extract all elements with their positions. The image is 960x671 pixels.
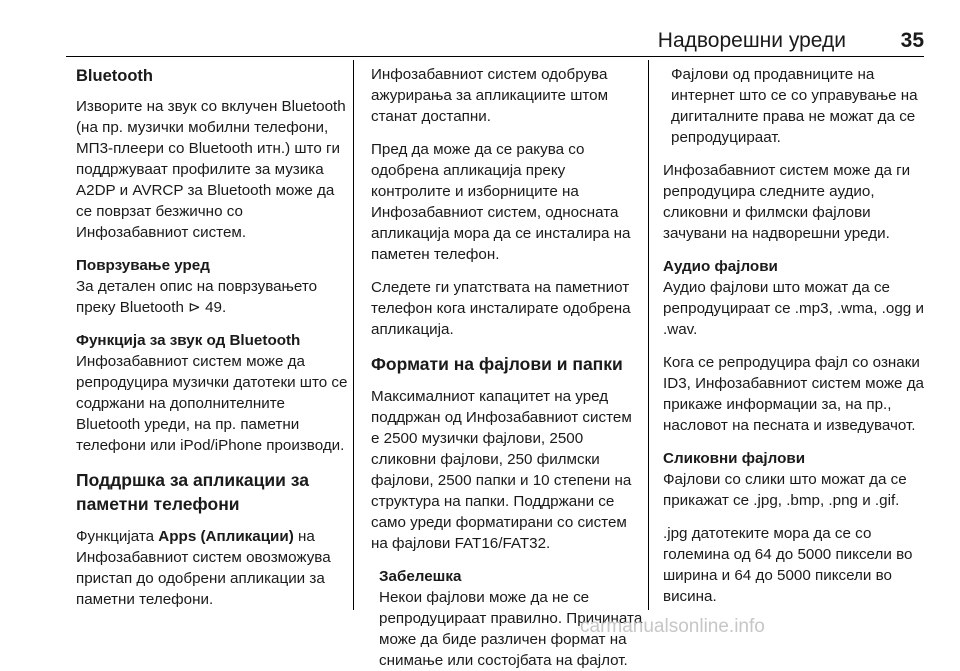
section-heading-apps: Поддршка за апликации за паметни телефони [76, 470, 309, 514]
subheading-audio-files: Аудио фајлови [663, 258, 778, 275]
note-continuation: Фајлови од продавниците на интернет што се со управување на дигиталните права не можат да се репродуцираат. [671, 66, 918, 146]
page-header [66, 28, 924, 58]
note-text: Некои фајлови може да не се репродуцираат правилно. Причината може да биде различен формат на снимање или состојбата на фајлот. [379, 589, 643, 669]
text: на Инфозабавниот систем овозможува пристап до одобрени апликации за паметни телефони. [76, 528, 331, 608]
paragraph: Следете ги упатствата на паметниот телефон кога инсталирате одобрена апликација. [371, 279, 631, 338]
subheading-connect-device: Поврзување уред [76, 257, 210, 274]
section-heading-formats: Формати на фајлови и папки [371, 354, 623, 374]
paragraph: Изворите на звук со вклучен Bluetooth (на пр. музички мобилни телефони, МП3-плеери со Bluetooth итн.) што ги поддржуваат профилите за музика A2DP и AVRCP за Bluetooth може да се поврзат безжично со Инфозабавниот систем. [76, 98, 346, 241]
watermark: carmanualsonline.info [580, 616, 765, 637]
column-divider-2 [648, 60, 649, 610]
column-1 [76, 64, 348, 622]
paragraph: Кога се репродуцира фајл со ознаки ID3, Инфозабавниот систем може да прикаже информации за, на пр., насловот на песната и изведувачот. [663, 354, 924, 434]
header-rule [66, 56, 924, 57]
paragraph: .jpg датотеките мора да се со големина од 64 до 5000 пиксели во ширина и 64 до 5000 пиксели во висина. [663, 525, 913, 605]
paragraph: За детален опис на поврзувањето преку Bluetooth ⊳ 49. [76, 278, 318, 316]
column-3 [663, 64, 927, 619]
paragraph: Пред да може да се ракува со одобрена апликација преку контролите и изборниците на Инфозабавниот систем, односната апликација мора да се инсталира на паметен телефон. [371, 141, 631, 263]
paragraph [76, 526, 348, 610]
paragraph: Инфозабавниот систем може да ги репродуцира следните аудио, сликовни и филмски фајлови зачувани на надворешни уреди. [663, 162, 911, 242]
paragraph: Инфозабавниот систем одобрува ажурирања за апликациите штом станат достапни. [371, 66, 609, 125]
paragraph: Аудио фајлови што можат да се репродуцираат се .mp3, .wma, .ogg и .wav. [663, 279, 924, 338]
apps-menu-label: Apps (Апликации) [158, 528, 294, 545]
page-number: 35 [900, 29, 924, 52]
column-divider-1 [353, 60, 354, 610]
subheading-image-files: Сликовни фајлови [663, 450, 806, 467]
text: Функцијата [76, 528, 159, 545]
header-title: Надворешни уреди [657, 29, 846, 52]
section-heading-bluetooth: Bluetooth [76, 67, 153, 85]
paragraph: Инфозабавниот систем може да репродуцира музички датотеки што се содржани на дополнителните Bluetooth уреди, на пр. паметни телефони или iPod/iPhone производи. [76, 353, 348, 454]
column-2 [371, 64, 643, 671]
subheading-bluetooth-audio: Функција за звук од Bluetooth [76, 332, 301, 349]
paragraph: Фајлови со слики што можат да се прикажат се .jpg, .bmp, .png и .gif. [663, 471, 907, 509]
note-title: Забелешка [379, 568, 462, 585]
paragraph: Максималниот капацитет на уред поддржан од Инфозабавниот систем е 2500 музички фајлови, 2500 сликовни фајлови, 250 филмски фајлови, 2500 папки и 10 степени на структура на папки. Поддржани се само уреди форматирани со систем на фајлови FAT16/FAT32. [371, 388, 632, 552]
